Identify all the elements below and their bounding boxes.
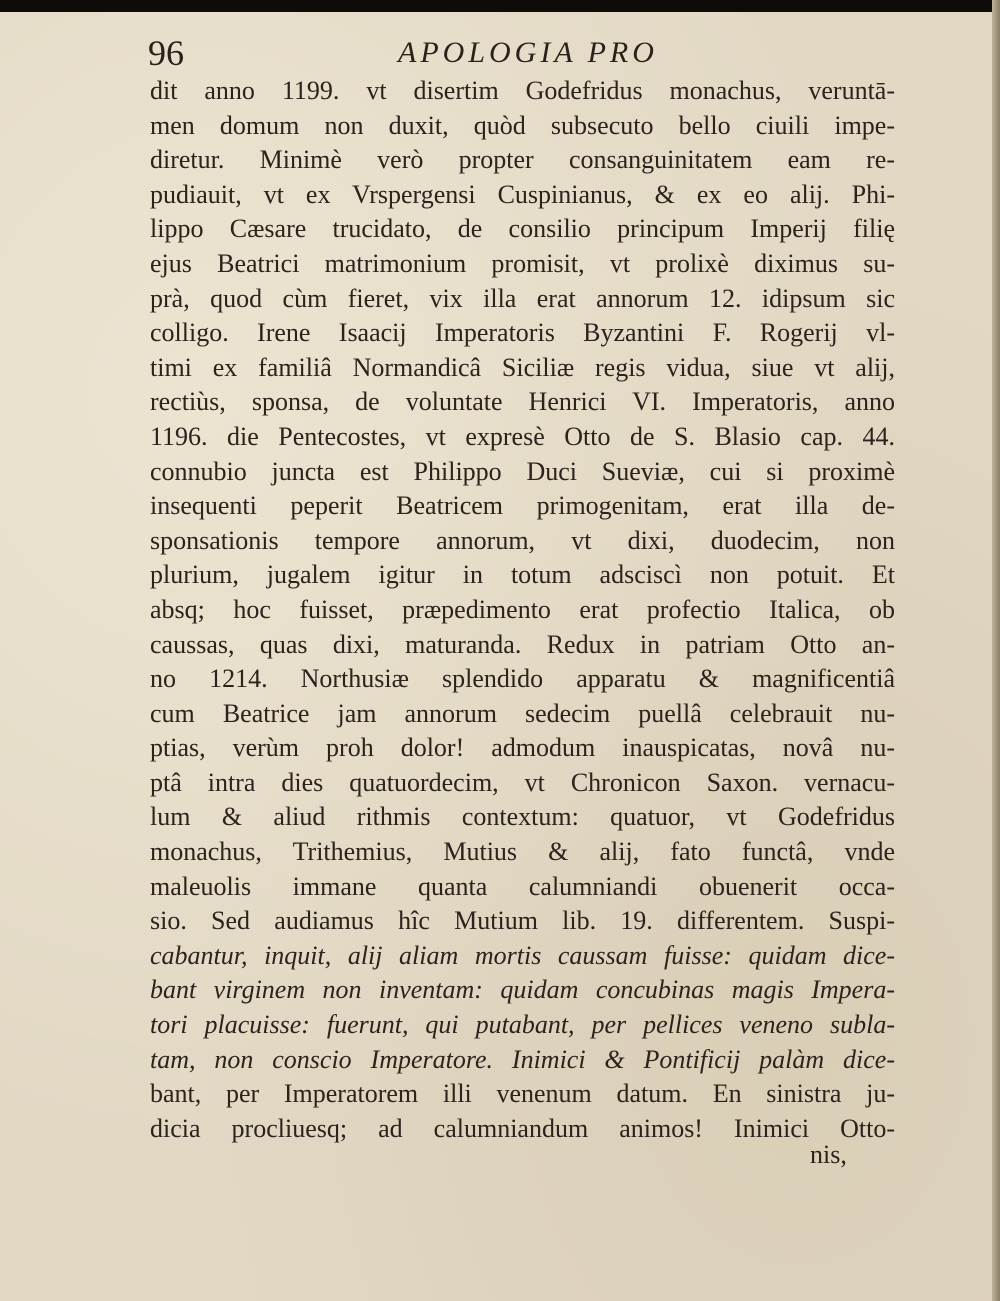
text-line: connubio juncta est Philippo Duci Sueviæ, cui si proximè: [150, 456, 895, 486]
text-line: sponsationis tempore annorum, vt dixi, duodecim, non: [150, 525, 895, 555]
text-line: lippo Cæsare trucidato, de consilio principum Imperij filię: [150, 214, 895, 244]
text-line: ptâ intra dies quatuordecim, vt Chronicon Saxon. vernacu-: [150, 767, 895, 797]
catchword: nis,: [810, 1140, 847, 1169]
text-line: diretur. Minimè verò propter consanguinitatem eam re-: [150, 145, 895, 175]
page-number: 96: [148, 33, 184, 73]
text-line: ejus Beatrici matrimonium promisit, vt prolixè diximus su-: [150, 248, 895, 278]
page-header: [148, 32, 888, 72]
text-line: timi ex familiâ Normandicâ Siciliæ regis vidua, siue vt alij,: [150, 352, 895, 382]
text-line: colligo. Irene Isaacij Imperatoris Byzantini F. Rogerij vl-: [150, 318, 895, 348]
page-top-edge: [0, 0, 1000, 12]
quoted-text-line: bant virginem non inventam: quidam concubinas magis Impera-: [150, 975, 895, 1005]
quoted-text-line: cabantur, inquit, alij aliam mortis caussam fuisse: quidam dice-: [150, 940, 895, 970]
text-line: bant, per Imperatorem illi venenum datum. En sinistra ju-: [150, 1079, 895, 1109]
text-line: monachus, Trithemius, Mutius & alij, fato functâ, vnde: [150, 837, 895, 867]
text-line: absq; hoc fuisset, præpedimento erat profectio Italica, ob: [150, 594, 895, 624]
text-line: lum & aliud rithmis contextum: quatuor, vt Godefridus: [150, 802, 895, 832]
text-line: caussas, quas dixi, maturanda. Redux in patriam Otto an-: [150, 629, 895, 659]
page-right-edge: [992, 0, 1000, 1301]
text-line: plurium, jugalem igitur in totum adsciscì non potuit. Et: [150, 560, 895, 590]
text-line: 1196. die Pentecostes, vt expresè Otto de S. Blasio cap. 44.: [150, 421, 895, 451]
running-title: APOLOGIA PRO: [398, 36, 658, 69]
text-line: maleuolis immane quanta calumniandi obuenerit occa-: [150, 871, 895, 901]
text-line: no 1214. Northusiæ splendido apparatu & magnificentiâ: [150, 664, 895, 694]
text-line: sio. Sed audiamus hîc Mutium lib. 19. differentem. Suspi-: [150, 906, 895, 936]
text-line: insequenti peperit Beatricem primogenitam, erat illa de-: [150, 491, 895, 521]
text-line: ptias, verùm proh dolor! admodum inauspicatas, novâ nu-: [150, 733, 895, 763]
text-line: prà, quod cùm fieret, vix illa erat annorum 12. idipsum sic: [150, 283, 895, 313]
text-line: men domum non duxit, quòd subsecuto bello ciuili impe-: [150, 110, 895, 140]
text-line: cum Beatrice jam annorum sedecim puellâ celebrauit nu-: [150, 698, 895, 728]
quoted-text-line: tam, non conscio Imperatore. Inimici & Pontificij palàm dice-: [150, 1044, 895, 1074]
text-line: pudiauit, vt ex Vrspergensi Cuspinianus, & ex eo alij. Phi-: [150, 179, 895, 209]
text-line: rectiùs, sponsa, de voluntate Henrici VI. Imperatoris, anno: [150, 387, 895, 417]
quoted-text-line: tori placuisse: fuerunt, qui putabant, per pellices veneno subla-: [150, 1010, 895, 1040]
body-text: [150, 74, 895, 1146]
text-line: dit anno 1199. vt disertim Godefridus monachus, veruntā-: [150, 76, 895, 105]
text-line: dicia procliuesq; ad calumniandum animos! Inimici Otto-: [150, 1113, 895, 1143]
